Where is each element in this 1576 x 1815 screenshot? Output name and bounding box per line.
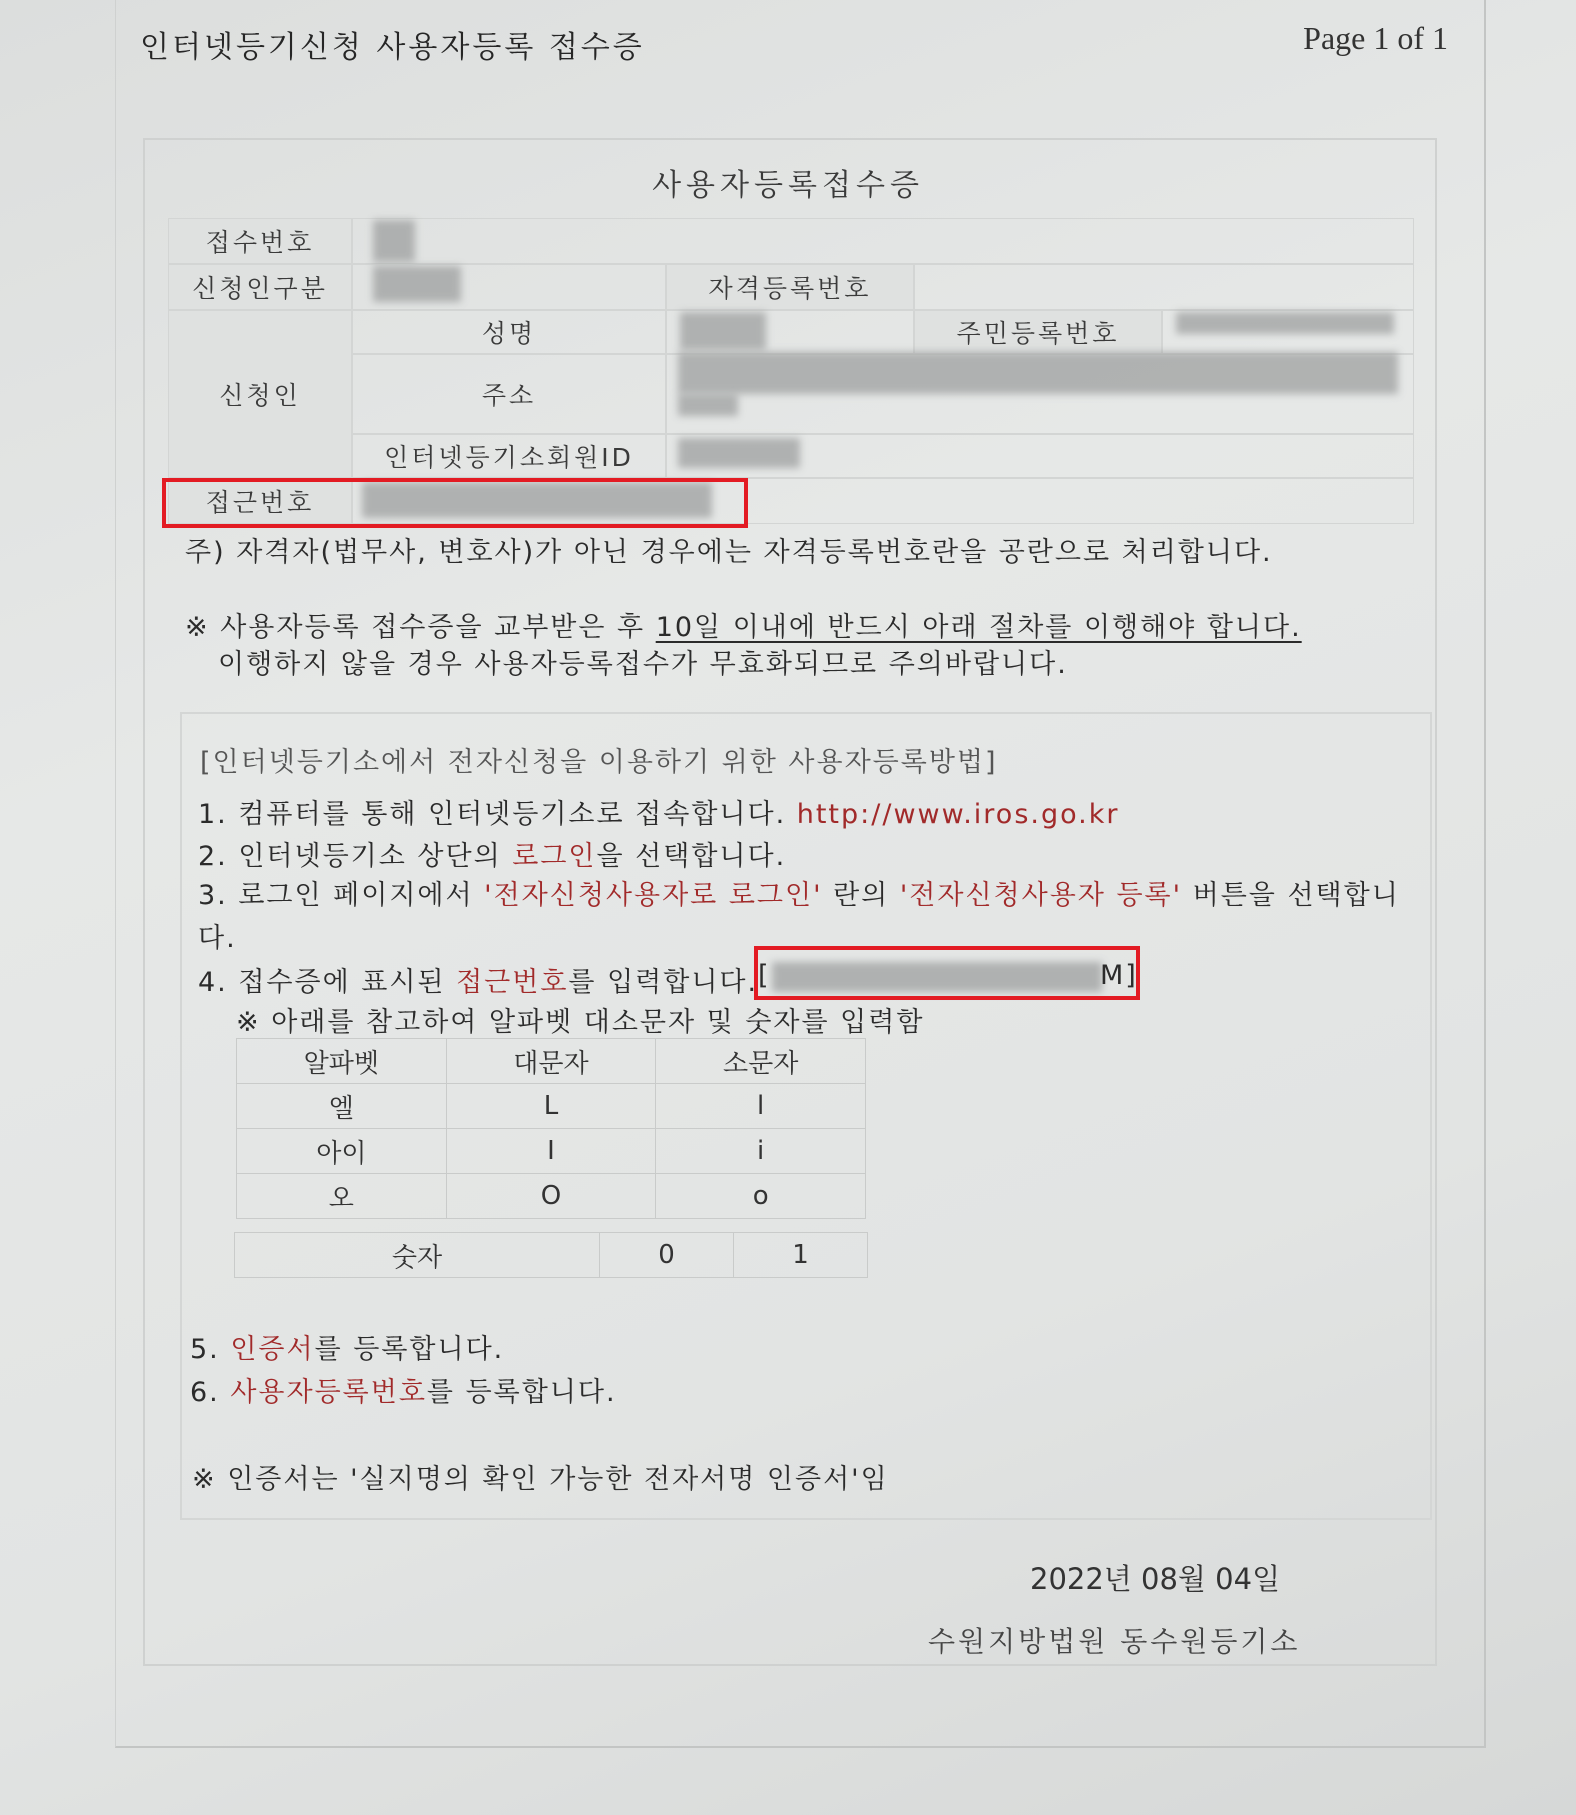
redacted-receipt-no bbox=[373, 220, 415, 262]
name-label: 성명 bbox=[352, 310, 666, 354]
step-6 bbox=[190, 1370, 617, 1409]
step-3-text-a: 3. 로그인 페이지에서 bbox=[198, 880, 485, 911]
redacted-applicant-type bbox=[373, 266, 461, 302]
step-3-continued: 다. bbox=[198, 923, 237, 954]
alphabet-table bbox=[236, 1038, 866, 1219]
note-invalidation: 이행하지 않을 경우 사용자등록접수가 무효화되므로 주의바랍니다. bbox=[218, 649, 1068, 680]
table-header: 대문자 bbox=[446, 1039, 656, 1084]
redacted-name bbox=[680, 312, 766, 350]
receipt-no-label: 접수번호 bbox=[168, 218, 352, 264]
member-id-label: 인터넷등기소회원ID bbox=[352, 434, 666, 478]
step-1-text: 1. 컴퓨터를 통해 인터넷등기소로 접속합니다. bbox=[198, 799, 797, 830]
step-2-text-b: 을 선택합니다. bbox=[596, 841, 787, 872]
step-6-num: 6. bbox=[190, 1377, 231, 1408]
step-2-text-a: 2. 인터넷등기소 상단의 bbox=[198, 841, 513, 872]
note-qualification: 주) 자격자(법무사, 변호사)가 아닌 경우에는 자격등록번호란을 공란으로 처리합니다. bbox=[185, 537, 1273, 568]
redacted-member-id bbox=[678, 438, 800, 468]
step-1 bbox=[198, 792, 1119, 831]
step-4-text-a: 4. 접수증에 표시된 bbox=[198, 967, 457, 998]
step-2 bbox=[198, 834, 786, 873]
step-5-certificate: 인증서 bbox=[230, 1334, 315, 1365]
table-cell: 오 bbox=[237, 1174, 447, 1219]
table-row bbox=[235, 1233, 868, 1278]
table-cell: o bbox=[656, 1174, 866, 1219]
issue-date: 2022년 08월 04일 bbox=[1030, 1562, 1281, 1596]
qualification-no-value bbox=[914, 264, 1414, 310]
page-indicator: Page 1 of 1 bbox=[1303, 20, 1448, 56]
note-deadline-underlined: 10일 이내에 반드시 아래 절차를 이행해야 합니다. bbox=[655, 612, 1302, 643]
table-row bbox=[237, 1084, 866, 1129]
table-cell: 아이 bbox=[237, 1129, 447, 1174]
table-cell: 엘 bbox=[237, 1084, 447, 1129]
step-5 bbox=[190, 1327, 504, 1366]
step-6-text: 를 등록합니다. bbox=[426, 1377, 617, 1408]
step-2-login: 로그인 bbox=[512, 841, 597, 872]
iros-link[interactable]: http://www.iros.go.kr bbox=[796, 799, 1120, 830]
table-cell: I bbox=[446, 1129, 656, 1174]
form-title: 사용자등록접수증 bbox=[652, 168, 924, 203]
table-cell: O bbox=[446, 1174, 656, 1219]
table-row bbox=[237, 1174, 866, 1219]
document-header-title: 인터넷등기신청 사용자등록 접수증 bbox=[140, 30, 645, 65]
resident-no-label: 주민등록번호 bbox=[914, 310, 1162, 354]
step-4-access-no: 접근번호 bbox=[456, 967, 569, 998]
applicant-type-label: 신청인구분 bbox=[168, 264, 352, 310]
step-4 bbox=[198, 960, 758, 999]
step-4-access-code-open: [ bbox=[758, 960, 771, 991]
access-no-label: 접근번호 bbox=[168, 478, 352, 524]
address-label: 주소 bbox=[352, 354, 666, 434]
note-deadline bbox=[185, 605, 1302, 644]
step-4-access-code-close: M] bbox=[1100, 960, 1138, 991]
certificate-note: ※ 인증서는 '실지명의 확인 가능한 전자서명 인증서'임 bbox=[192, 1464, 889, 1495]
receipt-no-value bbox=[352, 218, 1414, 264]
highlight-access-no bbox=[162, 478, 748, 528]
step-3-text-c: 버튼을 선택합니 bbox=[1182, 880, 1400, 911]
step-4-text-b: 를 입력합니다. bbox=[568, 967, 759, 998]
redacted-address-line1 bbox=[678, 352, 1398, 394]
redacted-resident-no bbox=[1176, 312, 1394, 334]
step-4-note: ※ 아래를 참고하여 알파벳 대소문자 및 숫자를 입력함 bbox=[236, 1007, 925, 1038]
table-cell: 1 bbox=[733, 1233, 867, 1278]
redacted-address-line2 bbox=[678, 394, 738, 416]
step-6-user-reg-no: 사용자등록번호 bbox=[230, 1377, 427, 1408]
method-title: [인터넷등기소에서 전자신청을 이용하기 위한 사용자등록방법] bbox=[200, 747, 998, 778]
table-cell: L bbox=[446, 1084, 656, 1129]
table-header: 알파벳 bbox=[237, 1039, 447, 1084]
table-cell: 숫자 bbox=[235, 1233, 600, 1278]
table-cell: 0 bbox=[599, 1233, 733, 1278]
step-3-login-option: '전자신청사용자로 로그인' bbox=[484, 880, 823, 911]
table-header-row bbox=[237, 1039, 866, 1084]
step-5-num: 5. bbox=[190, 1334, 231, 1365]
step-3-register-button: '전자신청사용자 등록' bbox=[899, 880, 1183, 911]
step-3 bbox=[198, 873, 1400, 912]
applicant-label: 신청인 bbox=[168, 310, 352, 478]
number-table bbox=[234, 1232, 868, 1278]
qualification-no-label: 자격등록번호 bbox=[666, 264, 914, 310]
table-header: 소문자 bbox=[656, 1039, 866, 1084]
highlight-access-code bbox=[754, 946, 1140, 1000]
table-cell: i bbox=[656, 1129, 866, 1174]
issuing-office: 수원지방법원 동수원등기소 bbox=[928, 1625, 1301, 1658]
step-3-text-b: 란의 bbox=[822, 880, 900, 911]
table-row bbox=[237, 1129, 866, 1174]
note-deadline-prefix: ※ 사용자등록 접수증을 교부받은 후 bbox=[185, 612, 656, 643]
table-cell: l bbox=[656, 1084, 866, 1129]
step-5-text: 를 등록합니다. bbox=[314, 1334, 505, 1365]
